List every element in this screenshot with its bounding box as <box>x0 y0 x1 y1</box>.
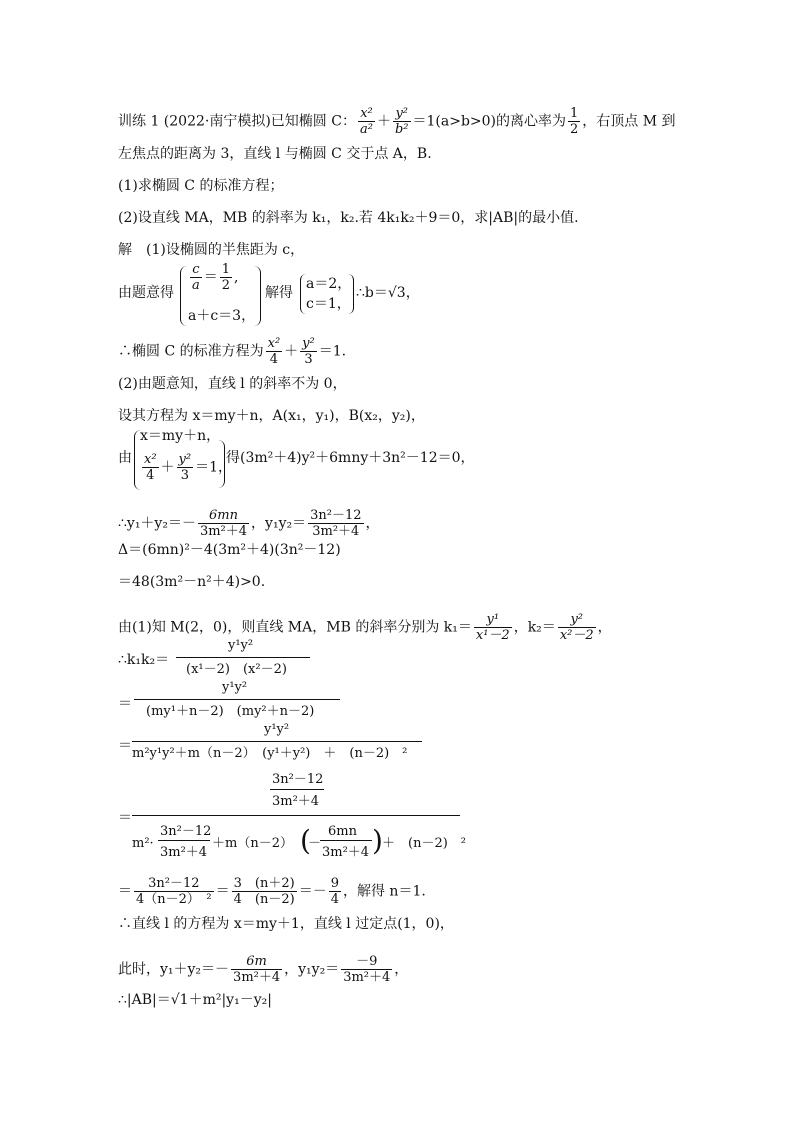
problem-part-2: (2)设直线 MA，MB 的斜率为 k₁，k₂.若 4k₁k₂＋9＝0，求|AB|的最小值. <box>118 210 579 226</box>
fraction: $\frac{\text{y²}}{3}$ <box>302 336 315 367</box>
solution-fixed-point: ∴直线 l 的方程为 x＝my＋1，直线 l 过定点(1，0)， <box>118 916 454 932</box>
solution-discriminant-2: ＝48(3m²－n²＋4)>0. <box>118 574 266 590</box>
fraction-bar <box>176 657 310 658</box>
fraction-bar <box>132 741 422 742</box>
solution-standard-equation: ∴椭圆 C 的标准方程为 $\frac{\text{x²}}{4}$ ＋ $\frac{\text{y²}}{3}$ ＝1. <box>118 336 347 367</box>
fraction-bar <box>134 699 340 700</box>
fraction: $\frac{6m}{\text{3m²＋4}}$ <box>233 954 281 985</box>
fraction: $\frac{c}{a}$ <box>192 262 200 293</box>
solution-vieta: ∴y₁＋y₂＝－ $\frac{6mn}{\text{3m²＋4}}$ ，y₁y₂＝ $\frac{\text{3n²－12}}{\text{3m²＋4}}$ ， <box>118 508 380 539</box>
fraction: $\frac{\text{x²}}{\text{a²}}$ <box>359 106 373 137</box>
solution-vieta-2: 此时，y₁＋y₂＝－ $\frac{6m}{\text{3m²＋4}}$ ，y₁y₂＝ $\frac{-9}{\text{3m²＋4}}$ ， <box>118 954 409 985</box>
fraction: $\frac{6mn}{\text{3m²＋4}}$ <box>199 508 248 539</box>
solution-discriminant: Δ＝(6mn)²－4(3m²＋4)(3n²－12) <box>118 542 341 558</box>
fraction: $\frac{\text{y²}}{3}$ <box>178 452 192 483</box>
fraction-bar <box>158 840 210 841</box>
fraction: $\frac{\text{y¹}}{\text{x¹－2}}$ <box>475 612 510 643</box>
fraction: $\frac{1}{2}$ <box>570 106 579 137</box>
fraction: $\frac{\text{y²}}{\text{b²}}$ <box>394 106 409 137</box>
fraction: $\frac{\text{3n²－12}}{\text{3m²＋4}}$ <box>310 508 362 539</box>
problem-line-1: 训练 1 (2022·南宁模拟)已知椭圆 C： $\frac{\text{x²}}{\text{a²}}$ ＋ $\frac{\text{y²}}{\text{b²}}$ ＝1(a>b>0)的离心率为 $\frac{1}{2}$ ，右顶点 M 到 <box>118 106 676 137</box>
solution-heading: 解 (1)设椭圆的半焦距为 c， <box>118 242 305 258</box>
right-brace <box>348 274 354 314</box>
fraction-bar <box>270 789 324 790</box>
fraction-bar <box>320 840 372 841</box>
right-brace <box>254 266 261 326</box>
fraction: $\frac{9}{4}$ <box>330 876 339 907</box>
fraction: $\frac{\text{3n²－12}}{\text{4（n－2） ²}}$ <box>136 876 212 907</box>
solution-chord-length: ∴|AB|＝√1＋m²|y₁－y₂| <box>118 992 272 1008</box>
solution-part-2-start: (2)由题意知，直线 l 的斜率不为 0， <box>118 376 347 392</box>
fraction: $\frac{-9}{\text{3m²＋4}}$ <box>343 954 391 985</box>
fraction: $\frac{\text{y²}}{\text{x²－2}}$ <box>559 612 594 643</box>
problem-line-2: 左焦点的距离为 3，直线 l 与椭圆 C 交于点 A，B. <box>118 146 432 162</box>
fraction: $\frac{1}{2}$ <box>221 262 231 293</box>
left-brace <box>180 266 187 326</box>
solution-system-1: 由题意得 <box>118 285 174 301</box>
fraction: $\frac{\text{x²}}{4}$ <box>267 336 281 367</box>
right-brace <box>218 440 225 488</box>
solution-line-equation: 设其方程为 x＝my＋n，A(x₁，y₁)，B(x₂，y₂)， <box>118 408 425 424</box>
fraction: $\frac{\text{x²}}{4}$ <box>144 452 157 483</box>
problem-part-1: (1)求椭圆 C 的标准方程； <box>118 178 284 194</box>
solution-slopes: 由(1)知 M(2，0)，则直线 MA，MB 的斜率分别为 k₁＝ $\frac{\text{y¹}}{\text{x¹－2}}$ ，k₂＝ $\frac{\text{y²}}{\text{x²－2}}$ ， <box>118 612 612 643</box>
fraction-bar <box>132 815 460 816</box>
solution-n-result: ＝ $\frac{\text{3n²－12}}{\text{4（n－2） ²}}$ ＝ $\frac{3 (n+2)}{4 (n-2)}$ ＝－ $\frac{9}{4}$ ，解得 n＝1. <box>118 876 426 907</box>
document-page: 训练 1 (2022·南宁模拟)已知椭圆 C： $\frac{\text{x²}}{\text{a²}}$ ＋ $\frac{\text{y²}}{\text{b²}}$ ＝1(a>b>0)的离心率为 $\frac{1}{2}$ ，右顶点 M 到 左焦点的距离为 3，直线 l 与椭圆 C 交于点 A，B. (1)求椭圆 C 的标准方程； (2)设直线 MA，MB 的斜率为 k₁，k₂.若 4k₁k₂＋9＝0，求|AB|的最小值. 解 (1)设椭圆的半焦距为 c， 由题意得 $\frac{c}{a}$ ＝ $\frac{1}{2}$ , a＋c＝3， 解得 a＝2， c＝1， ∴b＝√3， ∴椭圆 C 的标准方程为 $\frac{\text{x²}}{4}$ ＋ $\frac{\text{y²}}{3}$ ＝1. (2)由题意知，直线 l 的斜率不为 0， 设其方程为 x＝my＋n，A(x₁，y₁)，B(x₂，y₂)， 由 x＝my＋n， $\frac{\text{x²}}{4}$ ＋ $\frac{\text{y²}}{3}$ ＝1， 得(3m²＋4)y²＋6mny＋3n²－12＝0， ∴y₁＋y₂＝－ $\frac{6mn}{\text{3m²＋4}}$ ，y₁y₂＝ $\frac{\text{3n²－12}}{\text{3m²＋4}}$ ， Δ＝(6mn)²－4(3m²＋4)(3n²－12) ＝48(3m²－n²＋4)>0. 由(1)知 M(2，0)，则直线 MA，MB 的斜率分别为 k₁＝ $\frac{\text{y¹}}{\text{x¹－2}}$ ，k₂＝ $\frac{\text{y²}}{\text{x²－2}}$ ， ∴k₁k₂＝ y¹y² (x¹－2) (x²－2) ＝ y¹y² (my¹＋n－2) (my²＋n－2) ＝ y¹y² m²y¹y²＋m（n－2） (y¹＋y²) ＋ (n－2) ² ＝ 3n²－12 3m²＋4 m²· 3n²－12 3m²＋4 ＋m（n－2） ( － 6mn 3m²＋4 ) ＋ (n－2) ² ＝ $\frac{\text{3n²－12}}{\text{4（n－2） ²}}$ ＝ $\frac{3 (n+2)}{4 (n-2)}$ ＝－ $\frac{9}{4}$ ，解得 n＝1. ∴直线 l 的方程为 x＝my＋1，直线 l 过定点(1，0)， 此时，y₁＋y₂＝－ $\frac{6m}{\text{3m²＋4}}$ ，y₁y₂＝ $\frac{-9}{\text{3m²＋4}}$ ， ∴|AB|＝√1＋m²|y₁－y₂| <box>118 106 676 1008</box>
fraction: $\frac{3 (n+2)}{4 (n-2)}$ <box>233 876 295 907</box>
